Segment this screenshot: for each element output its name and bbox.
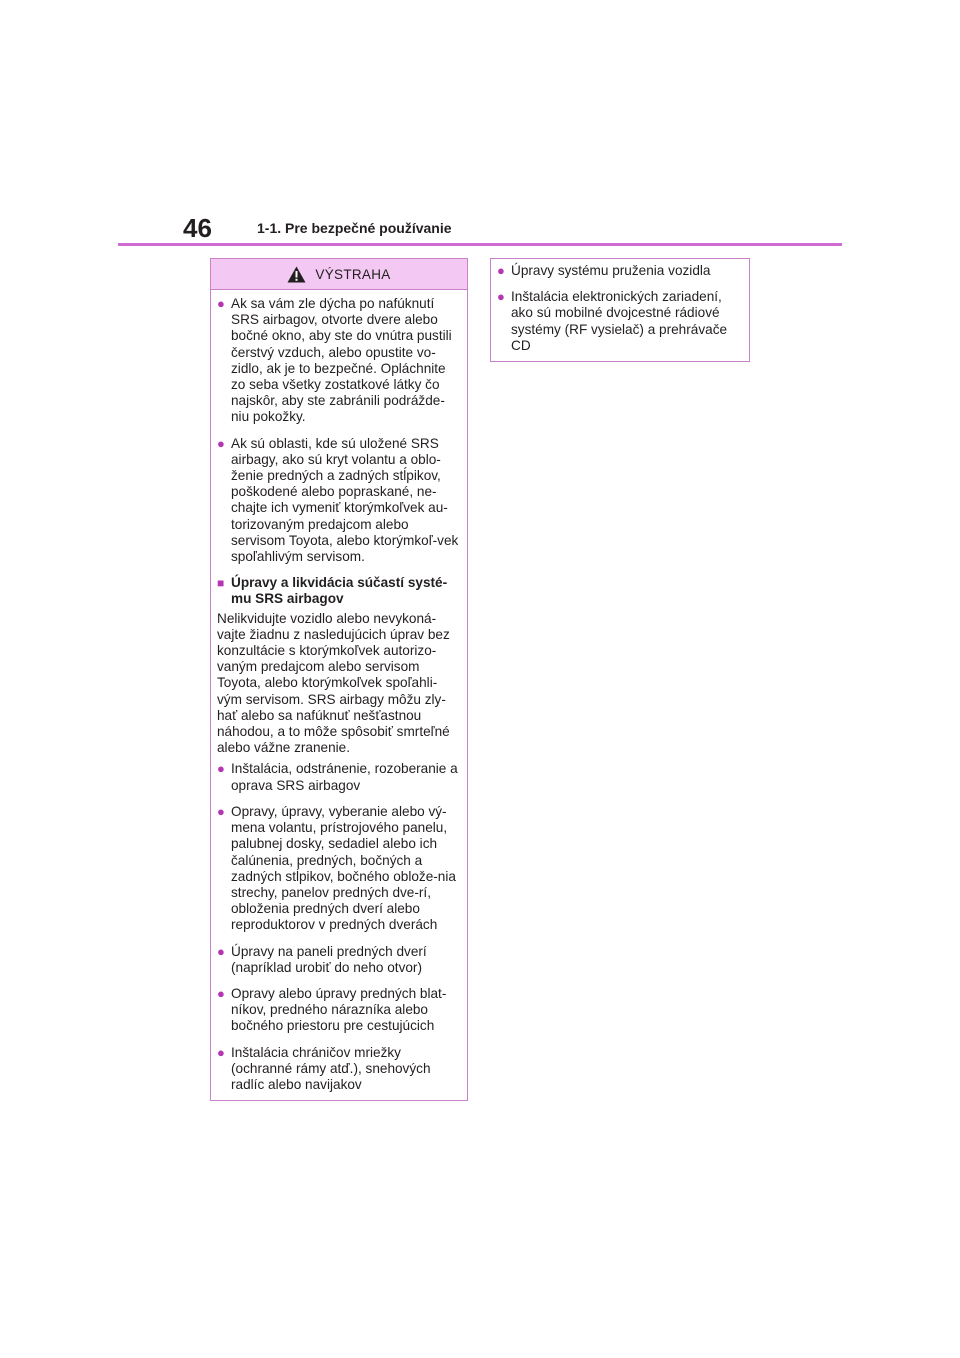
list-item-text: Inštalácia chráničov mriežky (ochranné rámy atď.), snehových radlíc alebo navijakov	[231, 1044, 431, 1092]
list-item	[217, 761, 461, 793]
warning-title: VÝSTRAHA	[315, 266, 391, 282]
list-item-text: Opravy, úpravy, vyberanie alebo vý-mena volantu, prístrojového panelu, palubnej dosky, sedadiel alebo ich čalúnenia, predných, bočných a zadných stĺpikov, bočného oblože-nia strechy, panelov predných dve-rí, obloženia predných dverí alebo reproduktorov v predných dverách	[231, 803, 456, 933]
warning-header	[211, 259, 467, 290]
list-item-text: Opravy alebo úpravy predných blat-níkov, predného nárazníka alebo bočného priestoru pre cestujúcich	[231, 985, 447, 1034]
list-item	[217, 1045, 461, 1094]
square-bullet-icon: ■	[217, 576, 225, 591]
warning-triangle-icon	[287, 266, 306, 283]
warning-item	[217, 436, 461, 566]
list-item-text: Inštalácia, odstránenie, rozoberanie a oprava SRS airbagov	[231, 761, 458, 793]
bullet-icon: ●	[497, 289, 505, 305]
warning-body	[211, 290, 467, 1093]
list-item	[217, 804, 461, 934]
bullet-icon: ●	[497, 263, 505, 278]
warning-paragraph: Nelikvidujte vozidlo alebo nevykoná-vajte žiadnu z nasledujúcich úprav bez konzultácie s ktorýmkoľvek autorizo-vaným predajcom alebo servisom Toyota, alebo ktorýmkoľvek spoľahli-vým servisom. SRS airbagy môžu zly-hať alebo sa nafúknuť nešťastnou náhodou, a to môže spôsobiť smrteľné alebo vážne zranenie.	[217, 610, 450, 756]
bullet-icon: ●	[217, 761, 225, 777]
list-item	[497, 289, 743, 354]
warning-item-text: Ak sa vám zle dýcha po nafúknutí SRS airbagov, otvorte dvere alebo bočné okno, aby ste do vnútra pustili čerstvý vzduch, alebo opustite vo-zidlo, ak je to bezpečné. Opláchnite zo seba všetky zostatkové látky čo najskôr, aby ste zabránili podrážde-niu pokožky.	[231, 296, 452, 425]
list-item-text: Úpravy na paneli predných dverí (napríklad urobiť do neho otvor)	[231, 943, 427, 975]
list-item	[217, 944, 461, 976]
bullet-icon: ●	[217, 435, 225, 451]
bullet-icon: ●	[217, 985, 225, 1001]
subheading	[217, 575, 461, 607]
bullet-icon: ●	[217, 803, 225, 819]
bullet-icon: ●	[217, 296, 225, 311]
warning-item-text: Ak sú oblasti, kde sú uložené SRS airbagy, ako sú kryt volantu a oblo-ženie predných a zadných stĺpikov, poškodené alebo popraskané, ne-chajte ich vymeniť ktorýmkoľvek au-torizovaným predajcom alebo servisom Toyota, alebo ktorýmkoľ-vek spoľahlivým servisom.	[231, 435, 459, 565]
continued-box	[490, 258, 750, 362]
subheading-text: Úpravy a likvidácia súčastí systé-mu SRS airbagov	[231, 575, 448, 607]
list-item-text: Úpravy systému pruženia vozidla	[511, 263, 711, 278]
page-number: 46	[183, 213, 212, 243]
section-title: 1-1. Pre bezpečné používanie	[257, 220, 452, 236]
list-item	[217, 986, 461, 1035]
warning-box	[210, 258, 468, 1101]
bullet-icon: ●	[217, 1044, 225, 1060]
warning-item	[217, 296, 461, 426]
bullet-icon: ●	[217, 943, 225, 959]
list-item-text: Inštalácia elektronických zariadení, ako sú mobilné dvojcestné rádiové systémy (RF vysielač) a prehrávače CD	[511, 289, 728, 353]
list-item	[497, 263, 743, 279]
header-rule	[118, 243, 842, 246]
